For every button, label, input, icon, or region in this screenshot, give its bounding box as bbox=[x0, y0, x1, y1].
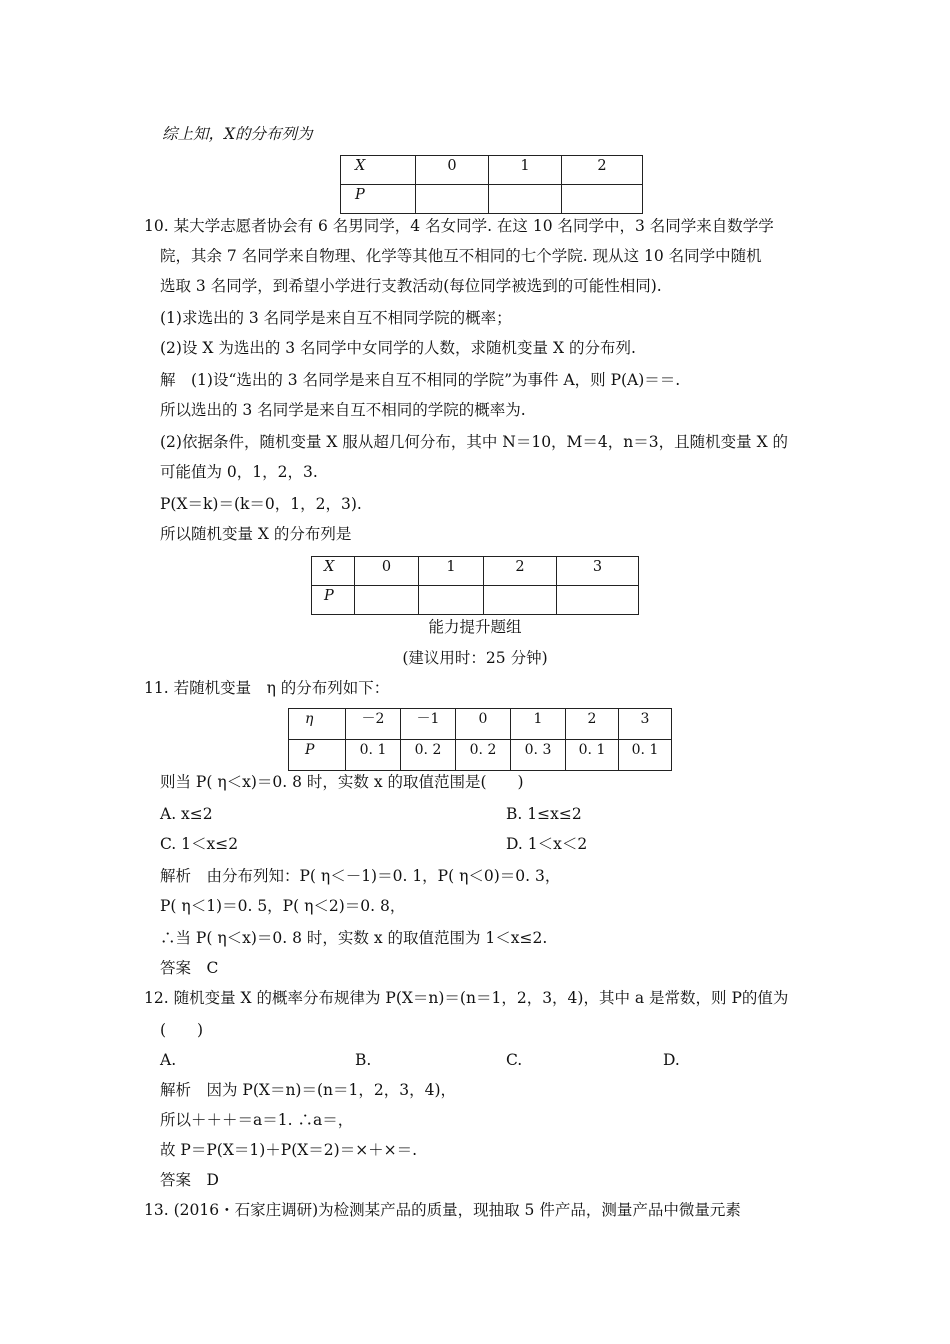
table-cell: 0. 2 bbox=[456, 740, 511, 771]
table-cell: 0 bbox=[416, 156, 489, 185]
q10-stem-line2: 院，其余 7 名同学来自物理、化学等其他互不相同的七个学院. 现从这 10 名同学中随机 bbox=[160, 247, 762, 265]
q10-solution-line3: (2)依据条件，随机变量 X 服从超几何分布，其中 N＝10，M＝4，n＝3，且随机变量 X 的 bbox=[160, 433, 789, 451]
q11-answer: 答案 C bbox=[160, 959, 219, 977]
q10-solution-line1: 解 (1)设“选出的 3 名同学是来自互不相同的学院”为事件 A，则 P(A)＝＝. bbox=[160, 371, 681, 389]
table-cell: －2 bbox=[346, 709, 401, 740]
q12-option-d: D. bbox=[663, 1051, 680, 1069]
q12-paren: ( ) bbox=[160, 1021, 204, 1039]
q12-stem: 12. 随机变量 X 的概率分布规律为 P(X＝n)＝(n＝1，2，3，4)，其中 a 是常数，则 P的值为 bbox=[144, 989, 789, 1007]
q12-option-c: C. bbox=[506, 1051, 523, 1069]
table-row bbox=[341, 156, 643, 185]
table-cell bbox=[562, 185, 643, 214]
table-cell: 1 bbox=[419, 557, 484, 586]
table-cell: 2 bbox=[562, 156, 643, 185]
q10-solution-line2: 所以选出的 3 名同学是来自互不相同的学院的概率为. bbox=[160, 401, 526, 419]
section-subtitle: (建议用时：25 分钟) bbox=[402, 649, 548, 667]
intro-text: 综上知，X的分布列为 bbox=[162, 125, 313, 143]
table-cell: 0. 1 bbox=[346, 740, 401, 771]
q11-stem: 11. 若随机变量 η 的分布列如下： bbox=[144, 679, 390, 697]
table-row bbox=[312, 557, 639, 586]
table-row bbox=[341, 185, 643, 214]
q10-solution-line5: P(X＝k)＝(k＝0，1，2，3). bbox=[160, 495, 362, 513]
q11-option-d: D. 1＜x＜2 bbox=[506, 835, 588, 853]
q12-analysis-line1: 解析 因为 P(X＝n)＝(n＝1，2，3，4)， bbox=[160, 1081, 456, 1099]
table-cell: P bbox=[312, 586, 355, 615]
table-cell bbox=[416, 185, 489, 214]
q11-option-b: B. 1≤x≤2 bbox=[506, 805, 582, 823]
q10-stem-line3: 选取 3 名同学，到希望小学进行支教活动(每位同学被选到的可能性相同). bbox=[160, 277, 662, 295]
table-row bbox=[312, 586, 639, 615]
table-cell: η bbox=[289, 709, 346, 740]
q10-part2: (2)设 X 为选出的 3 名同学中女同学的人数，求随机变量 X 的分布列. bbox=[160, 339, 636, 357]
table-cell: X bbox=[341, 156, 416, 185]
q10-part1: (1)求选出的 3 名同学是来自互不相同学院的概率； bbox=[160, 309, 512, 327]
q11-option-c: C. 1＜x≤2 bbox=[160, 835, 239, 853]
table-cell bbox=[355, 586, 419, 615]
table-cell: 2 bbox=[484, 557, 557, 586]
q11-question: 则当 P( η＜x)＝0. 8 时，实数 x 的取值范围是( ) bbox=[160, 773, 524, 791]
table-cell: 0 bbox=[456, 709, 511, 740]
table-cell: 1 bbox=[489, 156, 562, 185]
section-title: 能力提升题组 bbox=[428, 618, 522, 636]
table-row bbox=[289, 740, 672, 771]
table-cell: －1 bbox=[401, 709, 456, 740]
q11-option-a: A. x≤2 bbox=[160, 805, 213, 823]
q10-solution-line6: 所以随机变量 X 的分布列是 bbox=[160, 525, 352, 543]
table-cell: 1 bbox=[511, 709, 566, 740]
table-cell: X bbox=[312, 557, 355, 586]
distribution-table-1 bbox=[340, 155, 643, 214]
q12-option-a: A. bbox=[160, 1051, 177, 1069]
distribution-table-eta bbox=[288, 708, 672, 771]
q12-analysis-line3: 故 P＝P(X＝1)＋P(X＝2)＝×＋×＝. bbox=[160, 1141, 418, 1159]
q11-analysis-line1: 解析 由分布列知：P( η＜－1)＝0. 1，P( η＜0)＝0. 3， bbox=[160, 867, 561, 885]
table-cell: P bbox=[341, 185, 416, 214]
table-cell: 2 bbox=[566, 709, 619, 740]
distribution-table-2 bbox=[311, 556, 639, 615]
table-cell: P bbox=[289, 740, 346, 771]
q10-solution-line4: 可能值为 0，1，2，3. bbox=[160, 463, 318, 481]
table-cell bbox=[489, 185, 562, 214]
table-cell: 3 bbox=[557, 557, 639, 586]
table-cell: 0. 1 bbox=[566, 740, 619, 771]
table-cell: 0. 1 bbox=[619, 740, 672, 771]
table-cell bbox=[557, 586, 639, 615]
table-cell: 0 bbox=[355, 557, 419, 586]
q12-option-b: B. bbox=[355, 1051, 372, 1069]
table-cell bbox=[484, 586, 557, 615]
table-cell: 0. 2 bbox=[401, 740, 456, 771]
q12-answer: 答案 D bbox=[160, 1171, 219, 1189]
q10-stem-line1: 10. 某大学志愿者协会有 6 名男同学，4 名女同学. 在这 10 名同学中，3 名同学来自数学学 bbox=[144, 217, 774, 235]
q13-stem: 13. (2016・石家庄调研)为检测某产品的质量，现抽取 5 件产品，测量产品中微量元素 bbox=[144, 1201, 741, 1219]
table-row bbox=[289, 709, 672, 740]
q11-analysis-line3: ∴当 P( η＜x)＝0. 8 时，实数 x 的取值范围为 1＜x≤2. bbox=[160, 929, 548, 947]
table-cell: 3 bbox=[619, 709, 672, 740]
q12-analysis-line2: 所以＋＋＋＝a＝1. ∴a＝， bbox=[160, 1111, 354, 1129]
table-cell: 0. 3 bbox=[511, 740, 566, 771]
q11-analysis-line2: P( η＜1)＝0. 5，P( η＜2)＝0. 8， bbox=[160, 897, 406, 915]
table-cell bbox=[419, 586, 484, 615]
